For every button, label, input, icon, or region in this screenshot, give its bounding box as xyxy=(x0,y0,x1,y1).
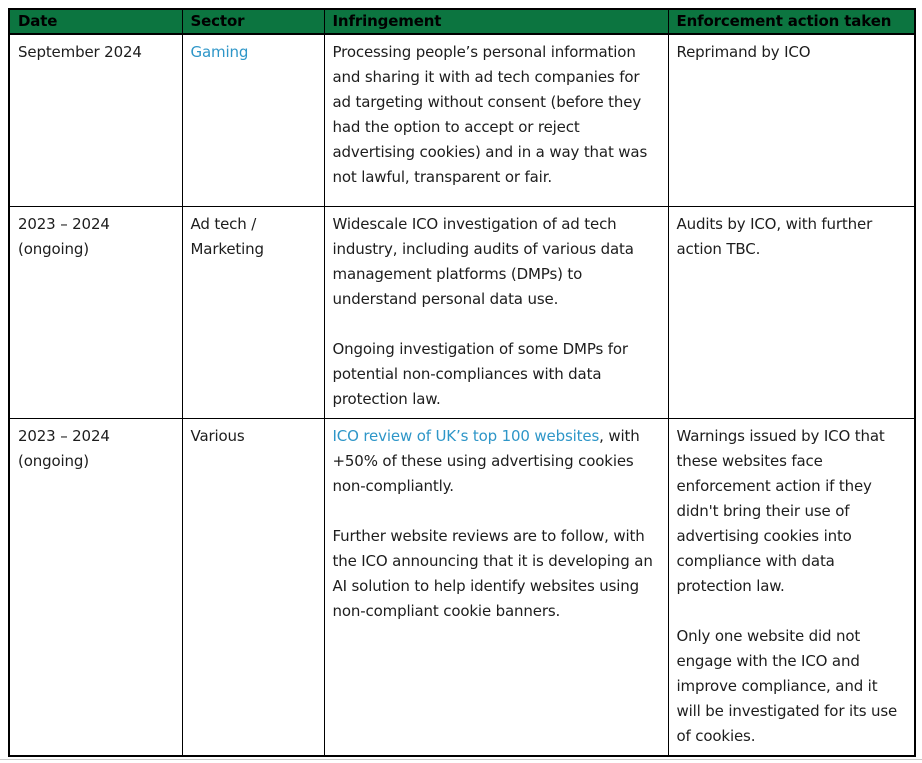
enforcement-table xyxy=(8,8,916,757)
enforcement-cell xyxy=(668,418,915,756)
table-row xyxy=(9,34,915,206)
text-run: Only one website did not engage with the ICO and improve compliance, and it will be investigated for its use of cookies. xyxy=(676,626,898,745)
col-header-sector: Sector xyxy=(182,9,324,34)
date-cell xyxy=(9,418,182,756)
sector-cell xyxy=(182,206,324,418)
paragraph xyxy=(18,212,174,262)
paragraph xyxy=(333,40,660,190)
infringement-cell xyxy=(324,206,668,418)
text-run: Various xyxy=(190,426,245,445)
page-bottom-divider xyxy=(0,759,922,760)
paragraph xyxy=(191,424,316,449)
paragraph xyxy=(191,40,316,65)
paragraph xyxy=(333,212,660,312)
header-row xyxy=(9,9,915,34)
date-cell xyxy=(9,34,182,206)
text-run: Audits by ICO, with further action TBC. xyxy=(676,214,873,258)
text-run: Ongoing investigation of some DMPs for potential non-compliances with data protection law. xyxy=(332,339,628,408)
table-row xyxy=(9,206,915,418)
paragraph xyxy=(677,40,907,65)
text-link[interactable]: Gaming xyxy=(190,43,249,61)
text-run: September 2024 xyxy=(18,43,142,61)
text-run: Processing people’s personal information and sharing it with ad tech companies for ad targeting without consent (before they had the option to accept or reject advertising cookies) and in a way that was not lawful, transparent or fair. xyxy=(332,43,648,186)
col-header-infringement: Infringement xyxy=(324,9,668,34)
paragraph xyxy=(677,424,907,599)
sector-cell xyxy=(182,34,324,206)
table-row xyxy=(9,418,915,756)
paragraph xyxy=(333,337,660,412)
paragraph xyxy=(191,212,316,262)
text-run: Warnings issued by ICO that these websites face enforcement action if they didn't bring their use of advertising cookies into compliance with data protection law. xyxy=(676,426,885,595)
paragraph xyxy=(18,424,174,474)
paragraph xyxy=(677,212,907,262)
enforcement-cell xyxy=(668,34,915,206)
paragraph xyxy=(677,624,907,749)
text-run: 2023 – 2024 (ongoing) xyxy=(18,214,110,258)
enforcement-cell xyxy=(668,206,915,418)
col-header-date: Date xyxy=(9,9,182,34)
col-header-enforcement: Enforcement action taken xyxy=(668,9,915,34)
text-run: , with +50% of these using advertising cookies non-compliantly. xyxy=(332,426,640,495)
text-run: 2023 – 2024 (ongoing) xyxy=(18,426,110,470)
paragraph xyxy=(18,40,174,65)
text-run: Widescale ICO investigation of ad tech industry, including audits of various data management platforms (DMPs) to understand personal data use. xyxy=(332,214,634,308)
infringement-cell xyxy=(324,418,668,756)
text-run: Reprimand by ICO xyxy=(676,43,811,61)
paragraph xyxy=(333,424,660,499)
infringement-cell xyxy=(324,34,668,206)
sector-cell xyxy=(182,418,324,756)
paragraph xyxy=(333,524,660,624)
date-cell xyxy=(9,206,182,418)
text-run: Further website reviews are to follow, with the ICO announcing that it is developing an AI solution to help identify websites using non-compliant cookie banners. xyxy=(332,526,653,620)
text-link[interactable]: ICO review of UK’s top 100 websites xyxy=(332,426,600,445)
text-run: Ad tech / Marketing xyxy=(190,214,264,258)
